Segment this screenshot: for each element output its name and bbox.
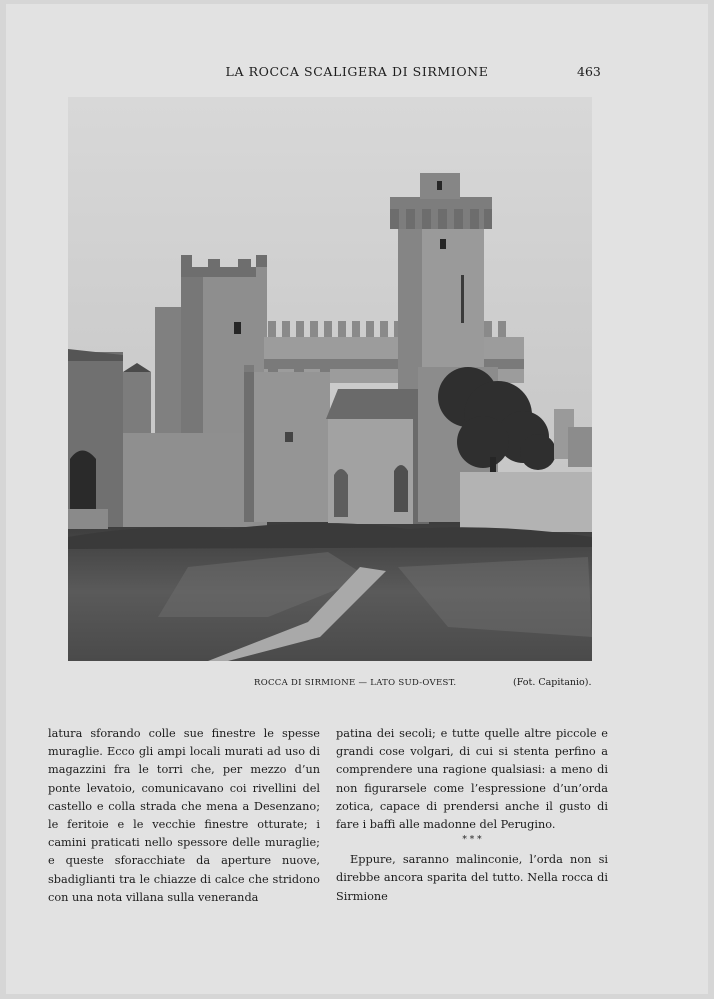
left-column — [48, 725, 320, 907]
figure-caption: ROCCA DI SIRMIONE — LATO SUD-OVEST. — [254, 678, 457, 688]
keep-slit — [461, 275, 464, 323]
right-ruin — [568, 427, 592, 467]
gatehouse-window — [285, 432, 293, 442]
right-column-paragraph-2: Eppure, saranno malinconie, l’orda non si direbbe ancora sparita del tutto. Nella rocca di Sirmione — [336, 853, 608, 903]
section-asterism: * * * — [462, 835, 482, 846]
photo-credit: (Fot. Capitanio). — [513, 677, 592, 688]
gatehouse-shade — [244, 372, 254, 522]
tower-window — [234, 322, 241, 334]
lower-wall — [123, 433, 253, 527]
page-number: 463 — [577, 64, 601, 79]
chapel-roof — [326, 389, 420, 419]
castle-photograph — [68, 97, 592, 661]
keep-window — [440, 239, 446, 249]
right-column-paragraph-1: patina dei secoli; e tutte quelle altre piccole e grandi cose volgari, di cui si stenta perfino a comprendere una ragione qualsiasi: a meno di non figurarsele come l’espressione d’un’orda zotica, capace di prendersi anche il gusto di fare i baffi alle madonne del Perugino. — [336, 727, 608, 832]
running-head-title: LA ROCCA SCALIGERA DI SIRMIONE — [225, 64, 489, 79]
right-wall — [460, 472, 592, 532]
chapel-window-left — [334, 469, 348, 517]
keep-window-top — [437, 181, 442, 190]
chapel-window-right — [394, 465, 408, 512]
gatehouse — [244, 372, 330, 522]
low-wall-left — [68, 509, 108, 529]
left-column-text: latura sforando colle sue finestre le spesse muraglie. Ecco gli ampi locali murati ad uso di magazzini fra le torri che, per mezzo d’un ponte levatoio, comunicavano coi rivellini del castello e colla strada che mena a Desenzano; le feritoie e le vecchie finestre otturate; i camini praticati nello spessore delle muraglie; e queste sforacchiate da aperture nuove, sbadiglianti tra le chiazze di calce che stridono con una nota villana sulla veneranda — [48, 727, 320, 904]
right-column — [336, 725, 608, 906]
